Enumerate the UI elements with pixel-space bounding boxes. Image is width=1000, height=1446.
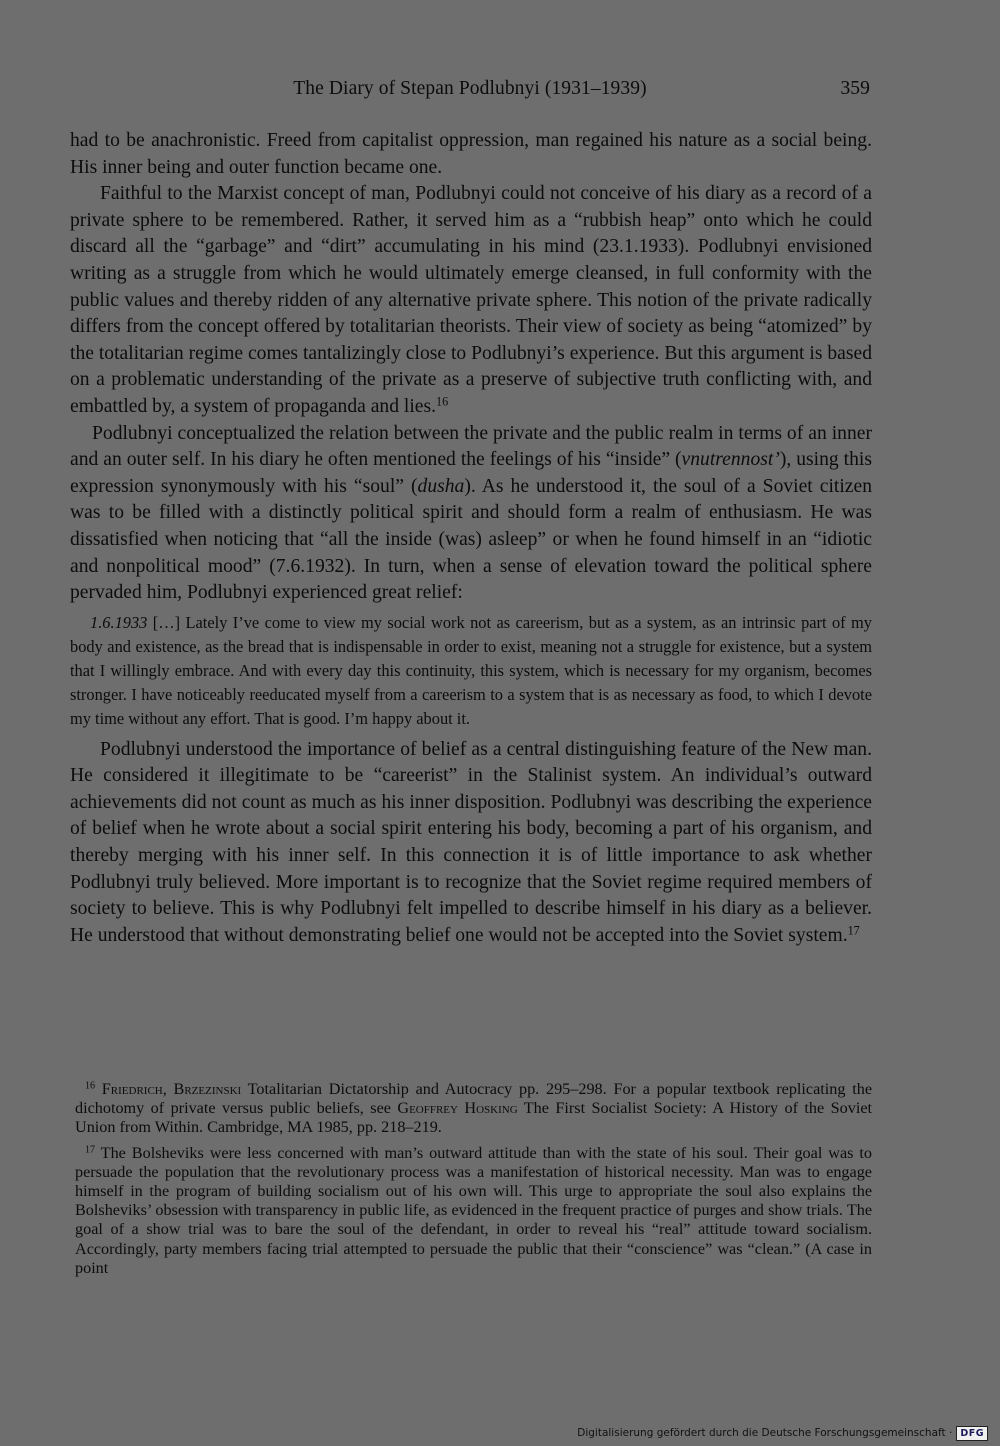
footnote-ref[interactable]: 17 [847,923,860,938]
main-text [70,128,872,949]
footnote-number: 17 [85,1144,96,1156]
footnote-ref[interactable]: 16 [436,394,449,409]
credit-text: Digitalisierung gefördert durch die Deutsche Forschungsgemeinschaft · [577,1427,953,1439]
footnote-text: The Bolsheviks were less concerned with man’s outward attitude than with the state of his soul. Their goal was to persuade the population that the revolutionary process was a manifestation of historical necessity. Man was to engage himself in the program of building socialism out of his own will. This urge to appropriate the soul also explains the Bolsheviks’ obsession with transparency in public life, as evidenced in the frequent practice of purges and show trials. The goal of a show trial was to bare the soul of the defendant, in order to reveal his “real” attitude toward socialism. Accordingly, party members facing trial attempted to persuade the public that their “conscience” was “clean.” (A case in point [75,1143,872,1277]
block-quote [70,611,872,731]
running-header [70,78,870,104]
footnote-text: Totalitarian Dictatorship and Autocracy pp. 295–298. For a popular textbook replicating the dichotomy of private versus public beliefs, see [75,1080,873,1118]
digitization-credit [577,1424,988,1442]
paragraph-text: Faithful to the Marxist concept of man, Podlubnyi could not conceive of his diary as a record of a private sphere to be remembered. Rather, it served him as a “rubbish heap” onto which he could discard all the “garbage” and “dirt” accumulating in his mind (23.1.1933). Podlubnyi envisioned writing as a struggle from which he would ultimately emerge cleansed, in full conformity with the public values and thereby ridden of any alternative private sphere. This notion of the private radically differs from the concept offered by totalitarian theorists. Their view of society as being “atomized” by the totalitarian regime comes tantalizingly close to Podlubnyi’s experience. But this argument is based on a problematic understanding of the private as a preserve of subjective truth conflicting with, and embattled by, a system of propaganda and lies. [70,183,872,417]
dfg-logo-icon: DFG [956,1426,988,1441]
footnotes [75,1080,872,1284]
footnote-text: The First Socialist Society: A History of the Soviet Union from Within. Cambridge, MA 1985, pp. 218–219. [75,1099,872,1137]
paragraph: had to be anachronistic. Freed from capitalist oppression, man regained his nature as a social being. His inner being and outer function became one. [70,130,872,178]
paragraph-text: ). As he understood it, the soul of a Soviet citizen was to be filled with a distinctly political spirit and should form a realm of enthusiasm. He was dissatisfied when noticing that “all the inside (was) asleep” or when he found himself in an “idiotic and nonpolitical mood” (7.6.1932). In turn, when a sense of elevation toward the political sphere pervaded him, Podlubnyi experienced great relief: [70,475,872,604]
paragraph-text: ), using this expression synonymously with his “soul” ( [70,449,872,497]
paragraph [70,181,872,420]
paragraph [70,737,872,950]
italic-term: vnutrennost’ [681,449,780,471]
paragraph [70,421,872,607]
footnote-authors: Geoffrey Hosking [397,1099,518,1118]
footnote-16 [75,1080,872,1138]
footnote-authors: Friedrich, Brzezinski [101,1080,242,1098]
running-title: The Diary of Stepan Podlubnyi (1931–1939) [293,78,647,99]
quote-text: […] Lately I’ve come to view my social work not as careerism, but as a system, as an intrinsic part of my body and existence, as the bread that is indispensable in order to exist, meaning not a struggle for existence, but a system that I willingly embrace. And with every day this continuity, this system, which is necessary for my organism, becomes stronger. I have noticeably reeducated myself from a careerism to a system that is as necessary as food, to which I devote my time without any effort. That is good. I’m happy about it. [70,612,872,728]
page-number: 359 [840,78,870,99]
italic-term: dusha [417,475,465,497]
paragraph-text: Podlubnyi conceptualized the relation between the private and the public realm in terms of an inner and an outer self. In his diary he often mentioned the feelings of his “inside” ( [70,422,872,471]
paragraph-text: Podlubnyi understood the importance of belief as a central distinguishing feature of the New man. He considered it illegitimate to be “careerist” in the Stalinist system. An individual’s outward achievements did not count as much as his inner disposition. Podlubnyi was describing the experience of belief when he wrote about a social spirit entering his body, becoming a part of his organism, and thereby merging with his inner self. In this connection it is of little importance to ask whether Podlubnyi truly believed. More important is to recognize that the Soviet regime required members of society to believe. This is why Podlubnyi felt impelled to describe himself in his diary as a believer. He understood that without demonstrating belief one would not be accepted into the Soviet system. [70,738,872,946]
footnote-number: 16 [85,1080,96,1092]
footnote-17 [75,1144,872,1278]
quote-date: 1.6.1933 [90,612,148,632]
